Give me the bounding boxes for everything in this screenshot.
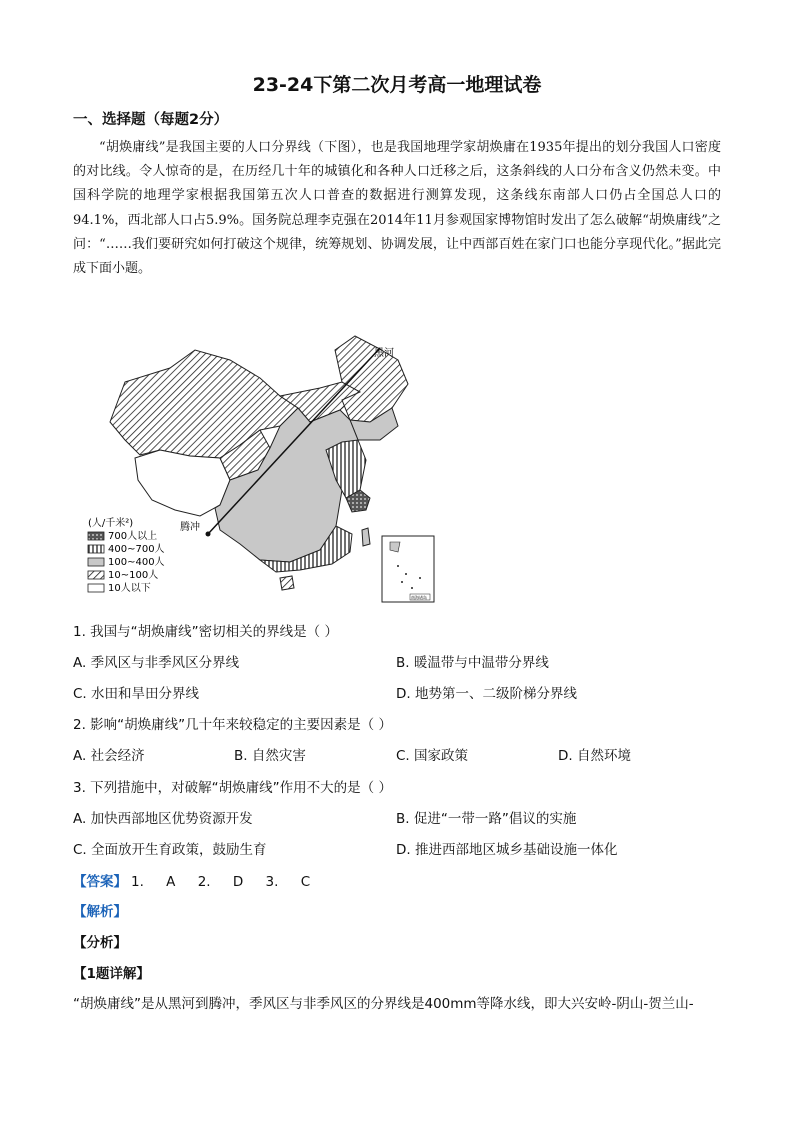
region-northwest: [110, 350, 298, 458]
detail-text: “胡焕庸线”是从黑河到腾冲，季风区与非季风区的分界线是400mm等降水线，即大兴安岭-阴山-贺兰山-: [73, 996, 694, 1012]
q2-option-a[interactable]: A. 社会经济: [73, 748, 145, 764]
answer-values: 1. A 2. D 3. C: [131, 874, 311, 890]
fenxi-tag: 【分析】: [73, 935, 127, 951]
q1-option-b[interactable]: B. 暖温带与中温带分界线: [396, 655, 549, 671]
answer-tag: 【答案】: [73, 874, 127, 890]
inset-label: 南海诸岛: [411, 595, 427, 600]
q1-option-d[interactable]: D. 地势第一、二级阶梯分界线: [396, 686, 577, 702]
q2-option-b[interactable]: B. 自然灾害: [234, 748, 306, 764]
label-tengchong: 腾冲: [180, 522, 200, 533]
question-2-stem: 2. 影响“胡焕庸线”几十年来较稳定的主要因素是（ ）: [73, 717, 392, 733]
q3-option-b[interactable]: B. 促进“一带一路”倡议的实施: [396, 811, 577, 827]
region-hainan: [280, 576, 294, 590]
legend-item-4: 10人以下: [108, 583, 151, 594]
question-1-stem: 1. 我国与“胡焕庸线”密切相关的界线是（ ）: [73, 624, 338, 640]
reading-passage: “胡焕庸线”是我国主要的人口分界线（下图），也是我国地理学家胡焕庸在1935年提出的划分我国人口密度的对比线。令人惊奇的是，在历经几十年的城镇化和各种人口迁移之后，这条斜线的人口分布含义仍然未变。中国科学院的地理学家根据我国第五次人口普查的数据进行测算发现，这条线东南部人口仍占全国总人口的94.1%，西北部人口占5.9%。国务院总理李克强在2014年11月参观国家博物馆时发出了怎么破解“胡焕庸线”之问：“……我们要研究如何打破这个规律，统筹规划、协调发展，让中西部百姓在家门口也能分享现代化。”据此完成下面小题。: [73, 140, 721, 277]
region-taiwan: [362, 528, 370, 546]
question-3-stem: 3. 下列措施中，对破解“胡焕庸线”作用不大的是（ ）: [73, 780, 392, 796]
q1-option-a[interactable]: A. 季风区与非季风区分界线: [73, 655, 240, 671]
population-density-map: [80, 330, 440, 608]
legend-item-2: 100~400人: [108, 557, 165, 568]
legend-item-3: 10~100人: [108, 570, 159, 581]
answer-line: [73, 870, 310, 890]
legend-unit: (人/千米²): [88, 518, 134, 529]
analysis-tag: 【解析】: [73, 904, 127, 920]
legend-item-0: 700人以上: [108, 531, 158, 542]
q3-option-a[interactable]: A. 加快西部地区优势资源开发: [73, 811, 253, 827]
region-northeast: [335, 336, 408, 422]
paper-title: 23-24下第二次月考高一地理试卷: [252, 74, 542, 96]
detail-tag: 【1题详解】: [73, 966, 150, 982]
q3-option-c[interactable]: C. 全面放开生育政策，鼓励生育: [73, 842, 267, 858]
q1-option-c[interactable]: C. 水田和旱田分界线: [73, 686, 200, 702]
label-heihe: 黑河: [374, 348, 394, 359]
q2-option-d[interactable]: D. 自然环境: [558, 748, 631, 764]
legend-item-1: 400~700人: [108, 544, 165, 555]
region-tibet: [135, 450, 230, 516]
section-heading: 一、选择题（每题2分）: [73, 112, 229, 128]
q2-option-c[interactable]: C. 国家政策: [396, 748, 469, 764]
q3-option-d[interactable]: D. 推进西部地区城乡基础设施一体化: [396, 842, 618, 858]
